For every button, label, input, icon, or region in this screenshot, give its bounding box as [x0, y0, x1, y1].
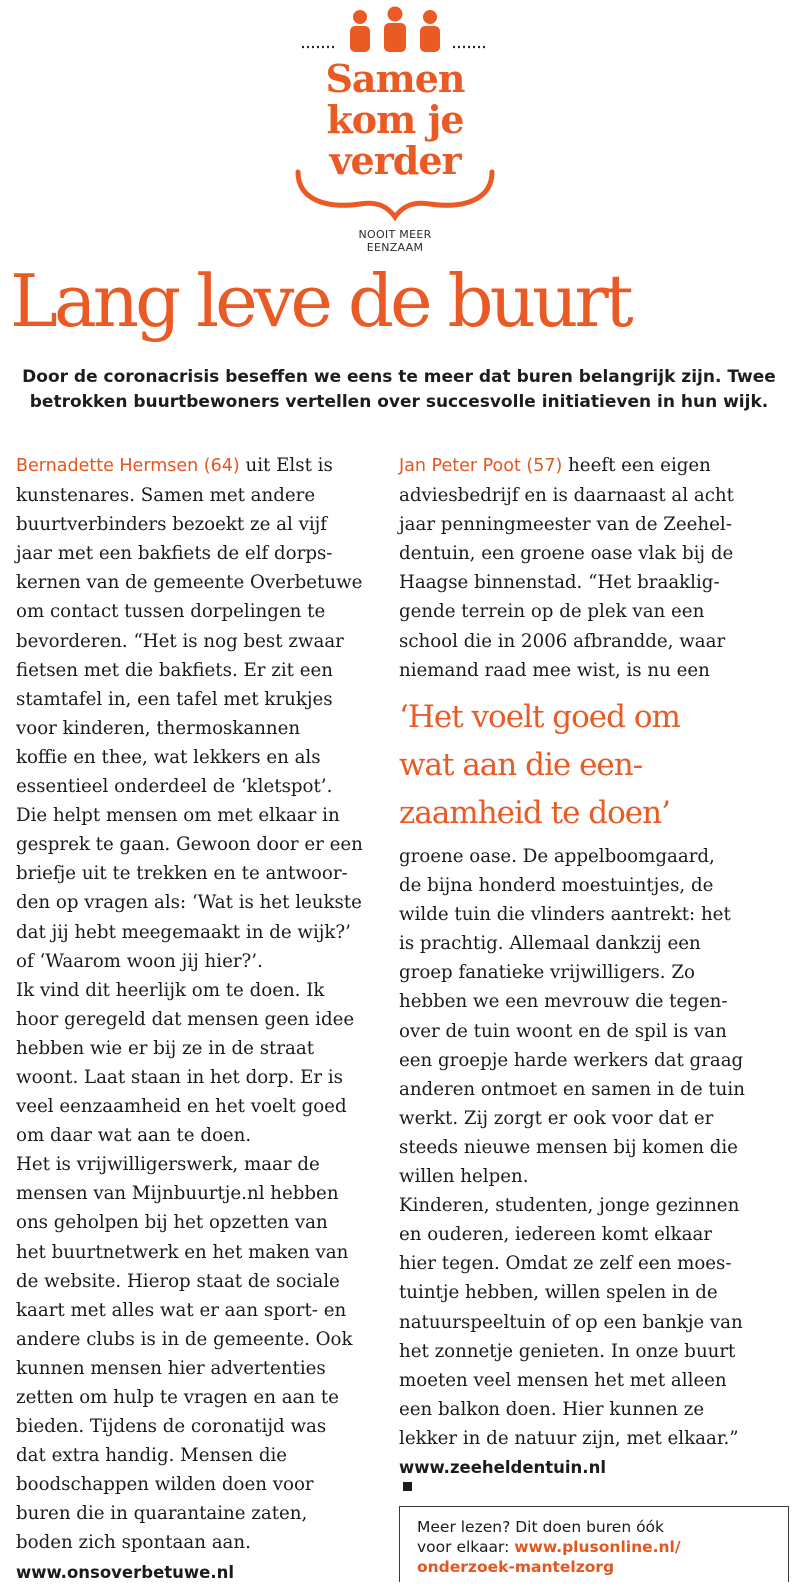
text-line: boden zich spontaan aan.	[16, 1532, 251, 1554]
quote-line: ‘Het voelt goed om	[399, 699, 680, 735]
text-line: dentuin, een groene oase vlak bij de	[399, 543, 734, 565]
text-line: Het is vrijwilligerswerk, maar de	[16, 1154, 320, 1176]
person-name: Bernadette Hermsen (64)	[16, 456, 240, 476]
logo-line: kom je	[326, 97, 464, 142]
body-text	[399, 842, 789, 1453]
text-line: hebben wie er bij ze in de straat	[16, 1037, 315, 1059]
infobox-line	[417, 1537, 776, 1557]
person-name: Jan Peter Poot (57)	[399, 456, 563, 476]
first-line	[16, 451, 386, 481]
text-line: stamtafel in, een tafel met krukjes	[16, 688, 333, 710]
text-line: koffie en thee, wat lekkers en als	[16, 746, 321, 768]
logo-subtitle: NOOIT MEER	[358, 228, 432, 241]
text-line: over de tuin woont en de spil is van	[399, 1020, 727, 1042]
text-line: buren die in quarantaine zaten,	[16, 1503, 308, 1525]
text-line: om daar wat aan te doen.	[16, 1125, 252, 1147]
text-line: kernen van de gemeente Overbetuwe	[16, 572, 363, 594]
text-line: tuintje hebben, willen spelen in de	[399, 1282, 718, 1304]
text-line: veel eenzaamheid en het voelt goed	[16, 1096, 347, 1118]
read-more-box	[399, 1506, 789, 1582]
text-line: voor kinderen, thermoskannen	[16, 717, 301, 739]
text-line: en ouderen, iedereen komt elkaar	[399, 1224, 713, 1246]
text-line: bieden. Tijdens de coronatijd was	[16, 1416, 327, 1438]
text-line: lekker in de natuur zijn, met elkaar.”	[399, 1427, 739, 1449]
text-line: kunnen mensen hier advertenties	[16, 1357, 326, 1379]
column-left	[16, 451, 386, 1587]
text-line: briefje uit te trekken en te antwoor-	[16, 863, 348, 885]
text-fragment: voor elkaar:	[417, 1538, 515, 1556]
text-line: kaart met alles wat er aan sport- en	[16, 1299, 347, 1321]
headline: Lang leve de buurt	[10, 259, 630, 343]
text-line: school die in 2006 afbrandde, waar	[399, 630, 726, 652]
pull-quote	[399, 693, 794, 837]
column-right-top	[399, 451, 789, 685]
infobox-line	[417, 1557, 776, 1577]
logo-subtitle: EENZAAM	[366, 241, 424, 254]
plusonline-link[interactable]: www.plusonline.nl/	[514, 1538, 681, 1556]
text-line: niemand raad mee wist, is nu een	[399, 659, 710, 681]
text-line: kunstenares. Samen met andere	[16, 485, 316, 507]
text-line: gesprek te gaan. Gewoon door er een	[16, 834, 363, 856]
text-line: of ‘Waarom woon jij hier?’.	[16, 950, 263, 972]
url-line	[399, 1453, 789, 1491]
logo-line: Samen	[325, 56, 465, 101]
first-line	[399, 451, 789, 481]
text-line: het buurtnetwerk en het maken van	[16, 1241, 349, 1263]
text-line: natuurspeeltuin of op een bankje van	[399, 1311, 743, 1333]
plusonline-link[interactable]: onderzoek-mantelzorg	[417, 1558, 615, 1576]
text-line: hier tegen. Omdat ze zelf een moes-	[399, 1253, 732, 1275]
text-line: een groepje harde werkers dat graag	[399, 1049, 744, 1071]
text-line: bevorderen. “Het is nog best zwaar	[16, 630, 344, 652]
text-line: Kinderen, studenten, jonge gezinnen	[399, 1195, 740, 1217]
text-line: de bijna honderd moestuintjes, de	[399, 875, 714, 897]
body-text	[399, 481, 789, 685]
text-line: boodschappen wilden doen voor	[16, 1474, 314, 1496]
text-line: essentieel onderdeel de ‘kletspot’.	[16, 776, 333, 798]
text-line: woont. Laat staan in het dorp. Er is	[16, 1066, 344, 1088]
text-fragment: uit Elst is	[239, 455, 333, 476]
text-line: zetten om hulp te vragen en aan te	[16, 1387, 339, 1408]
body-text	[16, 481, 386, 1557]
website-link: www.onsoverbetuwe.nl	[16, 1562, 235, 1582]
text-line: Die helpt mensen om met elkaar in	[16, 805, 340, 827]
lead-paragraph: Door de coronacrisis beseffen we eens te meer dat buren belangrijk zijn. Twee betrokken buurtbewoners vertellen over succesvolle initiatieven in hun wijk.	[22, 367, 776, 412]
text-line: adviesbedrijf en is daarnaast al acht	[399, 485, 734, 507]
quote-line: wat aan die een-	[399, 747, 643, 783]
text-line: jaar met een bakfiets de elf dorps-	[16, 543, 333, 565]
text-line: om contact tussen dorpelingen te	[16, 601, 326, 623]
text-fragment: heeft een eigen	[562, 455, 711, 476]
quote-line: zaamheid te doen’	[399, 795, 670, 831]
text-line: buurtverbinders bezoekt ze al vijf	[16, 514, 328, 536]
text-line: is prachtig. Allemaal dankzij een	[399, 933, 701, 955]
text-line: fietsen met die bakfiets. Er zit een	[16, 659, 333, 681]
end-mark-icon	[403, 1482, 412, 1491]
text-line: groene oase. De appelboomgaard,	[399, 846, 715, 867]
text-line: wilde tuin die vlinders aantrekt: het	[399, 904, 731, 926]
text-line: de website. Hierop staat de sociale	[16, 1270, 340, 1292]
text-line: groep fanatieke vrijwilligers. Zo	[399, 962, 695, 984]
text-line: hebben we een mevrouw die tegen-	[399, 991, 728, 1013]
logo-line: verder	[329, 138, 461, 183]
text-line: Haagse binnenstad. “Het braaklig-	[399, 572, 720, 594]
text-line: steeds nieuwe mensen bij komen die	[399, 1136, 738, 1158]
text-line: willen helpen.	[399, 1166, 529, 1188]
text-line: ons geholpen bij het opzetten van	[16, 1212, 328, 1234]
text-line: gende terrein op de plek van een	[399, 601, 705, 623]
website-link: www.zeeheldentuin.nl	[399, 1457, 606, 1477]
text-line: moeten veel mensen het met alleen	[399, 1369, 727, 1391]
text-line: hoor geregeld dat mensen geen idee	[16, 1008, 355, 1030]
text-line: jaar penningmeester van de Zeehel-	[399, 514, 732, 536]
text-line: dat jij hebt meegemaakt in de wijk?’	[16, 921, 351, 943]
text-line: Ik vind dit heerlijk om te doen. Ik	[16, 979, 325, 1001]
text-line: het zonnetje genieten. In onze buurt	[399, 1340, 736, 1362]
text-line: werkt. Zij zorgt er ook voor dat er	[399, 1107, 714, 1129]
logo	[290, 4, 500, 254]
text-line: andere clubs is in de gemeente. Ook	[16, 1328, 353, 1350]
text-line: mensen van Mijnbuurtje.nl hebben	[16, 1183, 339, 1205]
text-line: een balkon doen. Hier kunnen ze	[399, 1398, 705, 1420]
text-line: dat extra handig. Mensen die	[16, 1445, 288, 1467]
infobox-line: Meer lezen? Dit doen buren óók	[417, 1518, 665, 1536]
column-right-bottom	[399, 842, 789, 1491]
text-line: anderen ontmoet en samen in de tuin	[399, 1078, 745, 1100]
text-line: den op vragen als: ‘Wat is het leukste	[16, 892, 362, 914]
